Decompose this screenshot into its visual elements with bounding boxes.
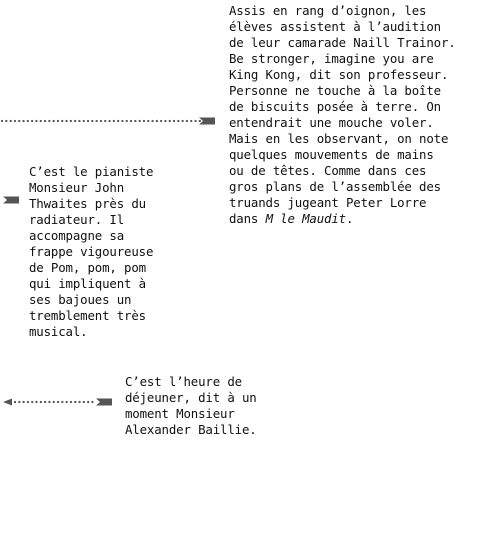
text-line: truands jugeant Peter Lorre	[229, 195, 427, 210]
text-line: déjeuner, dit à un	[125, 390, 257, 405]
text-line: entendrait une mouche voler.	[229, 115, 434, 130]
arrow-head-1	[199, 118, 215, 125]
text-line: Mais en les observant, on note	[229, 131, 449, 146]
leader-line-3	[0, 397, 114, 407]
text-line: King Kong, dit son professeur.	[229, 67, 449, 82]
end-punctuation: .	[345, 211, 354, 226]
arrow-head-2	[3, 197, 19, 204]
text-line: Assis en rang d’oignon, les	[229, 3, 427, 18]
text-line: Thwaites près du	[29, 196, 146, 211]
text-line: de leur camarade Naill Trainor.	[229, 35, 456, 50]
text-line: Monsieur John	[29, 180, 125, 195]
text-fragment: dans	[229, 211, 266, 226]
text-line: ou de têtes. Comme dans ces	[229, 163, 427, 178]
text-line: Alexander Baillie.	[125, 422, 257, 437]
text-line: tremblement très	[29, 308, 146, 323]
paragraph-pianist	[29, 164, 153, 340]
text-line: quelques mouvements de mains	[229, 147, 434, 162]
text-line: accompagne sa	[29, 228, 125, 243]
text-line-last	[229, 211, 456, 227]
arrow-head-3	[96, 399, 112, 406]
text-line: élèves assistent à l’audition	[229, 19, 441, 34]
text-line: gros plans de l’assemblée des	[229, 179, 441, 194]
text-line: ses bajoues un	[29, 292, 132, 307]
text-line: qui impliquent à	[29, 276, 146, 291]
text-line: Be stronger, imagine you are	[229, 51, 434, 66]
text-line: de Pom, pom, pom	[29, 260, 146, 275]
text-line: moment Monsieur	[125, 406, 235, 421]
text-line: frappe vigoureuse	[29, 244, 154, 259]
text-line: de biscuits posée à terre. On	[229, 99, 441, 114]
leader-line-2	[0, 195, 22, 205]
film-title: M le Maudit	[265, 211, 346, 226]
text-line: C’est l’heure de	[125, 374, 242, 389]
paragraph-lunch	[125, 374, 257, 438]
text-line: Personne ne touche à la boîte	[229, 83, 441, 98]
text-line: C’est le pianiste	[29, 164, 154, 179]
leader-line-1	[0, 116, 216, 126]
arrow-left-head-3	[3, 399, 12, 406]
text-line: radiateur. Il	[29, 212, 125, 227]
text-line: musical.	[29, 324, 88, 339]
paragraph-audition	[229, 3, 456, 227]
